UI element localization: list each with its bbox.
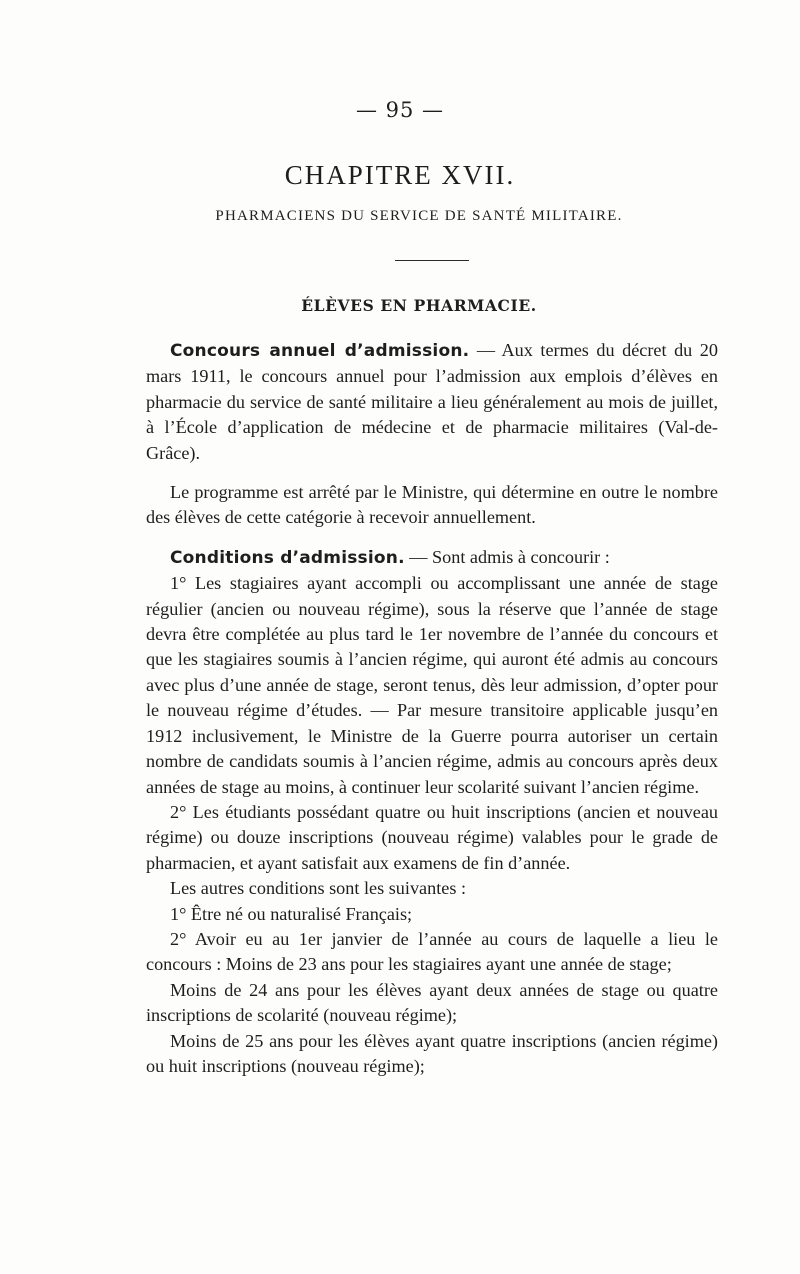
paragraph-text: 1° Les stagiaires ayant accompli ou accomplissant une année de stage régulier (ancien ou nouveau régime), sous la réserve que l’année de stage devra être complétée au plus tard le 1er novembre de l’année du concours et que les stagiaires soumis à l’ancien régime, qui auront été admis au concours avec plus d’une année de stage, seront tenus, dès leur admission, d’opter pour le nouveau régime d’études. — Par mesure transitoire applicable jusqu’en 1912 inclusivement, le Ministre de la Guerre pourra autoriser un certain nombre de candidats soumis à l’ancien régime, admis au concours après deux années de stage au moins, à continuer leur scolarité suivant l’ancien régime. — [146, 573, 718, 797]
paragraph-stagiaires — [146, 571, 718, 800]
paragraph-age-23 — [146, 927, 718, 978]
paragraph-text: Moins de 25 ans pour les élèves ayant quatre inscriptions (ancien régime) ou huit inscriptions (nouveau régime); — [146, 1030, 718, 1076]
paragraph-text: 2° Avoir eu au 1er janvier de l’année au cours de laquelle a lieu le concours : Moins de 23 ans pour les stagiaires ayant une année de stage; — [146, 928, 718, 975]
paragraph-age-25 — [146, 1029, 718, 1080]
paragraph-text: 2° Les étudiants possédant quatre ou huit inscriptions (ancien et nouveau régime) ou douze inscriptions (nouveau régime) valables pour le grade de pharmacien, et ayant satisfait aux examens de fin d’année. — [146, 801, 718, 873]
runin-heading-concours: Concours annuel d’admission. — [170, 341, 470, 361]
paragraph-concours — [146, 338, 718, 466]
section-heading: ÉLÈVES EN PHARMACIE. — [301, 296, 537, 315]
paragraph-text: — Aux termes du décret du 20 mars 1911, le concours annuel pour l’admission aux emplois d’élèves en pharmacie du service de santé militaire a lieu généralement au mois de juillet, à l’École d’application de médecine et de pharmacie militaires (Val-de-Grâce). — [146, 340, 718, 463]
body-text — [146, 338, 718, 1079]
paragraph-text: 1° Être né ou naturalisé Français; — [170, 903, 413, 924]
paragraph-text: Le programme est arrêté par le Ministre, qui détermine en outre le nombre des élèves de cette catégorie à recevoir annuellement. — [146, 482, 718, 528]
paragraph-nationalite — [146, 902, 718, 927]
runin-heading-conditions: Conditions d’admission. — [170, 547, 405, 568]
chapter-title: CHAPITRE XVII. — [284, 160, 516, 190]
paragraph-etudiants — [146, 800, 718, 876]
paragraph-conditions — [146, 545, 718, 571]
paragraph-programme — [146, 480, 718, 531]
title-divider — [395, 260, 469, 261]
chapter-subtitle: PHARMACIENS DU SERVICE DE SANTÉ MILITAIRE. — [215, 208, 623, 224]
paragraph-text: — Sont admis à concourir : — [404, 546, 610, 567]
page-number: — 95 — — [355, 98, 445, 122]
paragraph-age-24 — [146, 978, 718, 1029]
paragraph-autres-conditions — [146, 876, 718, 901]
paragraph-text: Moins de 24 ans pour les élèves ayant deux années de stage ou quatre inscriptions de scolarité (nouveau régime); — [146, 979, 718, 1026]
paragraph-text: Les autres conditions sont les suivantes : — [170, 878, 467, 899]
